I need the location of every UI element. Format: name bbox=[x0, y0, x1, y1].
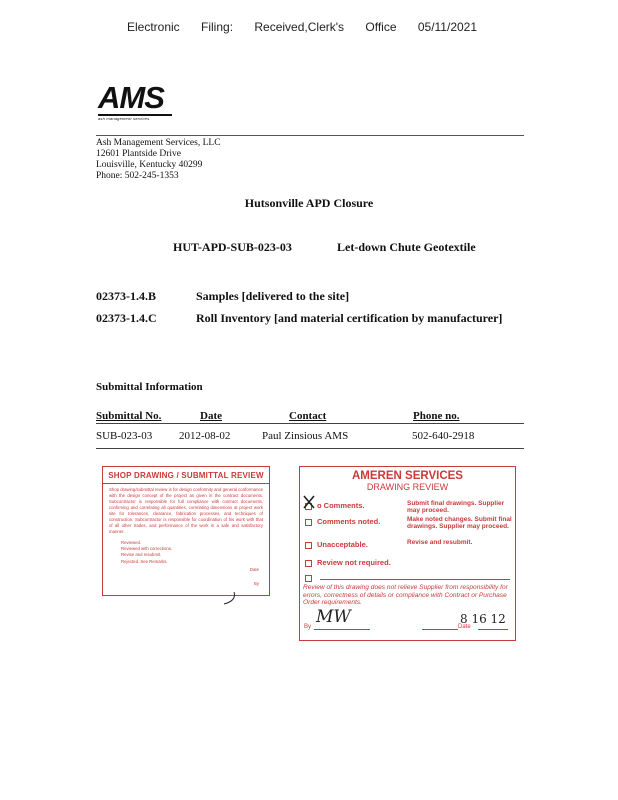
blank-option-line bbox=[320, 579, 510, 580]
table-cell: Paul Zinsious AMS bbox=[262, 430, 349, 442]
logo-subtitle: ash management services bbox=[98, 114, 172, 121]
note-3: Revise and resubmit. bbox=[407, 539, 473, 546]
filing-word-2: Filing: bbox=[201, 20, 234, 34]
table-rule bbox=[96, 423, 524, 424]
table-header: Phone no. bbox=[413, 410, 460, 422]
spec-code: 02373-1.4.B bbox=[96, 289, 156, 303]
filing-word-4: Office bbox=[365, 20, 397, 34]
stamp-body: Shop drawing/submittal review is for design conformity and general conformance with the design concept of the project as given in the contract documents. Subcontractor is responsible for full compliance with contract documents, confirming and correlating all quantities, correlating dimensions at project work site for tolerances, clearance, fabrication processes, and techniques of construction. Subcontractor is responsible for coordination of his work with that of all other trades, and performance of the work in a safe and satisfactory manner. bbox=[109, 487, 263, 534]
spec-desc: Samples [delivered to the site] bbox=[196, 289, 350, 303]
table-cell: 2012-08-02 bbox=[179, 430, 231, 442]
stamp-options bbox=[121, 540, 269, 565]
option-unacceptable: Unacceptable. bbox=[305, 540, 368, 549]
ams-logo bbox=[98, 82, 178, 122]
stamp2-title: AMEREN SERVICES bbox=[352, 470, 463, 482]
header-rule bbox=[96, 135, 524, 136]
stamp-option: Revise and resubmit. bbox=[121, 552, 162, 558]
option-comments-noted: Comments noted. bbox=[305, 517, 380, 526]
company-street: 12601 Plantside Drive bbox=[96, 149, 181, 159]
option-blank bbox=[305, 573, 317, 582]
table-cell: 502-640-2918 bbox=[412, 430, 475, 442]
stamp-title: SHOP DRAWING / SUBMITTAL REVIEW bbox=[108, 471, 264, 480]
stamp-by-label: By bbox=[253, 581, 259, 586]
table-header: Submittal No. bbox=[96, 410, 162, 422]
note-2: Make noted changes. Submit final drawings. Supplier may proceed. bbox=[407, 516, 512, 530]
company-address bbox=[96, 138, 221, 182]
section-heading: Submittal Information bbox=[96, 381, 203, 393]
shop-drawing-stamp bbox=[102, 466, 270, 596]
table-rule bbox=[96, 448, 524, 449]
table-header: Contact bbox=[289, 410, 327, 422]
date-line bbox=[478, 629, 508, 630]
table-cell: SUB-023-03 bbox=[96, 430, 153, 442]
company-phone: Phone: 502-245-1353 bbox=[96, 171, 179, 181]
date-label: Date bbox=[458, 624, 471, 630]
spec-desc: Roll Inventory [and material certification by manufacturer] bbox=[196, 311, 503, 325]
note-1: Submit final drawings. Supplier may proceed. bbox=[407, 500, 505, 514]
stamp-option: Rejected. See Remarks. bbox=[121, 558, 168, 564]
ameren-review-stamp bbox=[299, 466, 516, 641]
filing-header bbox=[0, 20, 618, 34]
checkbox-icon bbox=[305, 519, 312, 526]
handwritten-date: 8 16 12 bbox=[460, 612, 506, 626]
checkbox-icon bbox=[305, 575, 312, 582]
logo-text: AMS bbox=[98, 80, 164, 115]
company-city: Louisville, Kentucky 40299 bbox=[96, 160, 203, 170]
filing-word-1: Electronic bbox=[126, 20, 180, 34]
checkbox-icon bbox=[305, 560, 312, 567]
stamp-option: Reviewed with corrections. bbox=[121, 546, 173, 552]
table-header: Date bbox=[200, 410, 222, 422]
stamp-rule bbox=[103, 483, 269, 484]
submittal-name: Let-down Chute Geotextile bbox=[337, 240, 476, 254]
project-title: Hutsonville APD Closure bbox=[244, 196, 374, 210]
check-mark-icon bbox=[302, 494, 316, 510]
filing-date: 05/11/2021 bbox=[417, 20, 478, 34]
filing-word-3: Received,Clerk's bbox=[254, 20, 345, 34]
pen-mark bbox=[220, 590, 240, 608]
date-line bbox=[422, 629, 458, 630]
signature-line bbox=[314, 629, 370, 630]
signature: MW bbox=[316, 607, 351, 627]
stamp-option: Reviewed. bbox=[121, 540, 142, 545]
stamp2-footer: Review of this drawing does not relieve Supplier from responsibility for errors, correctness of details or compliance with Contract or Purchase Order requirements. bbox=[303, 584, 508, 606]
stamp2-subtitle: DRAWING REVIEW bbox=[366, 482, 449, 492]
spec-code: 02373-1.4.C bbox=[96, 311, 157, 325]
stamp-date-label: Date bbox=[249, 567, 259, 572]
option-comments: o Comments. bbox=[305, 501, 365, 510]
checkbox-icon bbox=[305, 542, 312, 549]
option-review-not-required: Review not required. bbox=[305, 558, 391, 567]
submittal-id: HUT-APD-SUB-023-03 bbox=[173, 240, 292, 254]
by-label: By bbox=[304, 624, 312, 630]
company-name: Ash Management Services, LLC bbox=[96, 138, 221, 148]
